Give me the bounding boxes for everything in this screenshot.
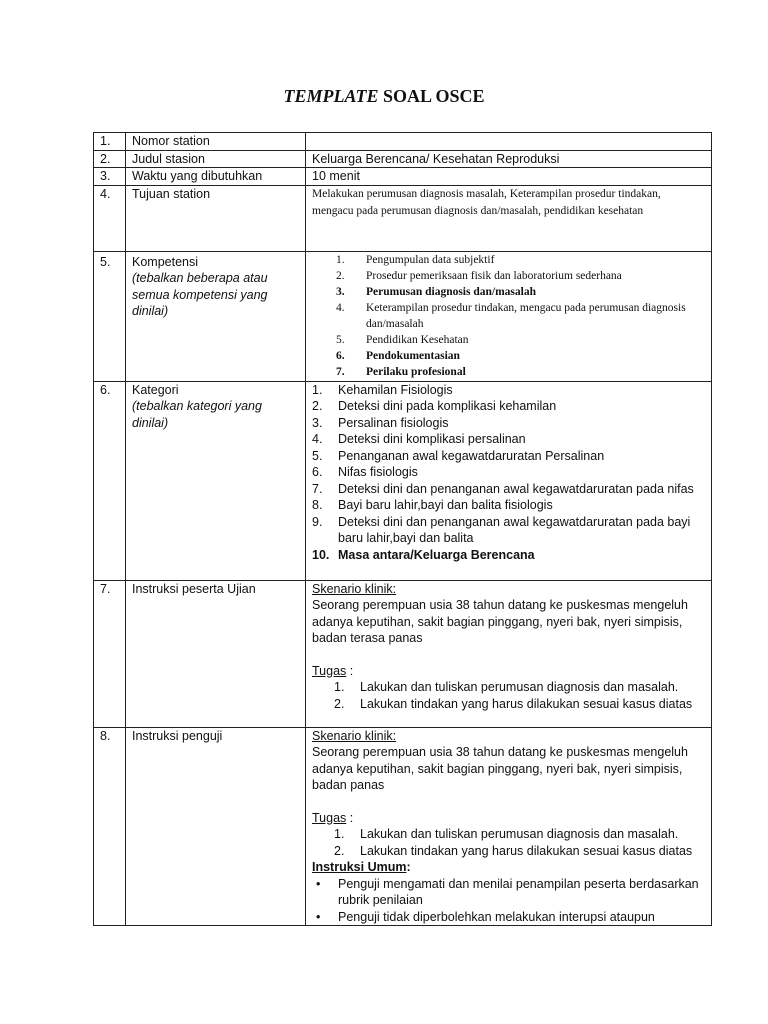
row-number: 4. <box>94 185 126 251</box>
row-label: Tujuan station <box>126 185 306 251</box>
general-instructions-label: Instruksi Umum <box>312 860 407 874</box>
list-item: 7. Perilaku profesional <box>336 365 466 378</box>
row-kategori <box>94 381 712 580</box>
list-item: 9. Deteksi dini dan penanganan awal kegawatdaruratan pada bayi baru lahir,bayi dan balita <box>312 514 691 545</box>
category-list <box>312 382 705 564</box>
row-label: Waktu yang dibutuhkan <box>126 168 306 186</box>
row-label: Kompetensi <box>132 254 199 269</box>
list-item: 1. Lakukan dan tuliskan perumusan diagnosis dan masalah. <box>334 827 679 841</box>
task-list <box>312 826 705 859</box>
row-nomor-station <box>94 133 712 151</box>
row-value: 10 menit <box>306 168 712 186</box>
row-number: 8. <box>94 727 126 926</box>
list-item: 2. Lakukan tindakan yang harus dilakukan sesuai kasus diatas <box>334 843 693 858</box>
row-number: 1. <box>94 133 126 151</box>
row-label: Instruksi peserta Ujian <box>126 580 306 727</box>
list-item: • Penguji mengamati dan menilai penampilan peserta berdasarkan rubrik penilaian <box>316 876 699 907</box>
title-rest: SOAL OSCE <box>378 86 485 106</box>
list-item: 1. Lakukan dan tuliskan perumusan diagnosis dan masalah. <box>334 680 679 694</box>
list-item: 3. Persalinan fisiologis <box>312 415 449 430</box>
row-kompetensi <box>94 251 712 381</box>
row-value <box>306 133 712 151</box>
row-value: Melakukan perumusan diagnosis masalah, Keterampilan prosedur tindakan, mengacu pada perumusan diagnosis dan/masalah, pendidikan kesehatan <box>306 185 712 251</box>
row-number: 6. <box>94 381 126 580</box>
row-label: Nomor station <box>126 133 306 151</box>
row-number: 7. <box>94 580 126 727</box>
title-italic: TEMPLATE <box>283 86 379 106</box>
list-item: • Penguji tidak diperbolehkan melakukan interupsi ataupun <box>316 909 655 924</box>
row-note: (tebalkan beberapa atau semua kompetensi yang dinilai) <box>132 271 268 318</box>
row-tujuan-station <box>94 185 712 251</box>
tasks-label: Tugas <box>312 810 347 825</box>
list-item: 3. Perumusan diagnosis dan/masalah <box>336 285 536 298</box>
row-number: 5. <box>94 251 126 381</box>
row-number: 2. <box>94 150 126 168</box>
row-number: 3. <box>94 168 126 186</box>
list-item: 1. Pengumpulan data subjektif <box>336 253 495 266</box>
row-waktu <box>94 168 712 186</box>
list-item: 1. Kehamilan Fisiologis <box>312 382 453 397</box>
list-item: 4. Deteksi dini komplikasi persalinan <box>312 432 526 446</box>
row-label: Judul stasion <box>126 150 306 168</box>
list-item: 8. Bayi baru lahir,bayi dan balita fisiologis <box>312 498 553 512</box>
list-item: 10. Masa antara/Keluarga Berencana <box>312 547 535 562</box>
row-label: Instruksi penguji <box>126 727 306 926</box>
list-item: 7. Deteksi dini dan penanganan awal kegawatdaruratan pada nifas <box>312 481 694 496</box>
list-item: 2. Deteksi dini pada komplikasi kehamilan <box>312 399 557 413</box>
tasks-label: Tugas <box>312 663 347 678</box>
scenario-text: Seorang perempuan usia 38 tahun datang ke puskesmas mengeluh adanya keputihan, sakit bagian pinggang, nyeri bak, nyeri simpisis, badan terasa panas <box>312 598 688 645</box>
row-instruksi-peserta: 7. Instruksi peserta Ujian Skenario klinik: Seorang perempuan usia 38 tahun datang ke puskesmas mengeluh adanya keputihan, sakit bagian pinggang, nyeri bak, nyeri simpisis, badan terasa panas Tugas : 1. Lakukan dan tuliskan perumusan diagnosis dan masalah. 2. Lakukan tindakan yang harus dilakukan sesuai kasus diatas <box>94 580 712 727</box>
row-judul-stasion <box>94 150 712 168</box>
page-title <box>0 86 768 107</box>
scenario-label: Skenario klinik: <box>312 581 397 596</box>
scenario-label: Skenario klinik: <box>312 728 397 743</box>
competency-list <box>312 252 705 380</box>
task-list <box>312 679 705 712</box>
list-item: 6. Nifas fisiologis <box>312 465 418 479</box>
list-item: 6. Pendokumentasian <box>336 349 460 362</box>
list-item: 4. Keterampilan prosedur tindakan, mengacu pada perumusan diagnosis dan/masalah <box>336 301 686 330</box>
list-item: 2. Prosedur pemeriksaan fisik dan laboratorium sederhana <box>336 269 622 282</box>
row-note: (tebalkan kategori yang dinilai) <box>132 399 262 430</box>
list-item: 5. Pendidikan Kesehatan <box>336 333 469 346</box>
list-item: 5. Penanganan awal kegawatdaruratan Persalinan <box>312 448 605 463</box>
row-instruksi-penguji: 8. Instruksi penguji Skenario klinik: Seorang perempuan usia 38 tahun datang ke puskesmas mengeluh adanya keputihan, sakit bagian pinggang, nyeri bak, nyeri simpisis, badan panas Tugas : 1. Lakukan dan tuliskan perumusan diagnosis dan masalah. 2. Lakukan tindakan yang harus dilakukan sesuai kasus diatas Instruksi Umum: • Penguji mengamati dan menilai penampilan peserta berdasarkan rubrik penilaian • Penguji tidak diperbolehkan melakukan interupsi ataupun <box>94 727 712 926</box>
general-instructions-list <box>312 876 705 926</box>
list-item: 2. Lakukan tindakan yang harus dilakukan sesuai kasus diatas <box>334 696 693 711</box>
row-label: Kategori <box>132 382 179 397</box>
row-value: Keluarga Berencana/ Kesehatan Reproduksi <box>306 150 712 168</box>
osce-template-table <box>93 132 712 926</box>
scenario-text: Seorang perempuan usia 38 tahun datang ke puskesmas mengeluh adanya keputihan, sakit bagian pinggang, nyeri bak, nyeri simpisis, badan panas <box>312 745 688 792</box>
